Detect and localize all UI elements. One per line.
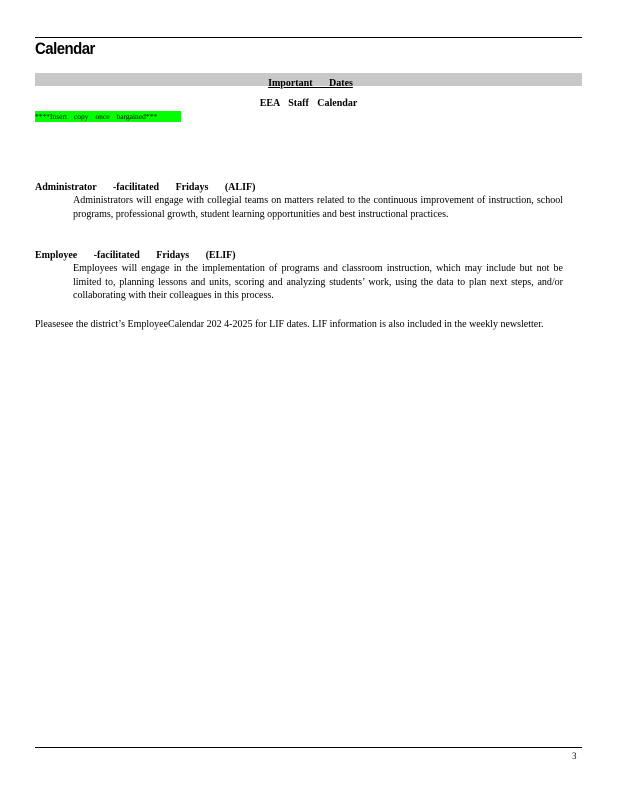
page-heading: Calendar [35,39,95,58]
elif-section [35,250,582,303]
elif-description: Employees will engage in the implementation of programs and classroom instruction, which may include but not be limited to, planning lessons and units, scoring and analyzing students’ work, using the data to plan next steps, and/or collaborating with their colleagues in this process. [73,263,563,301]
alif-title: Administrator -facilitated Fridays (ALIF) [35,182,256,193]
alif-section [35,182,582,221]
elif-title: Employee -facilitated Fridays (ELIF) [35,250,236,261]
important-dates-bar [35,73,582,89]
important-dates-label: Important Dates [268,78,353,89]
highlighted-note: ****Insert copy once bargained*** [35,111,181,122]
header-rule [35,37,582,38]
lif-calendar-note: Pleasesee the district’s EmployeeCalendar 202 4-2025 for LIF dates. LIF information is also included in the weekly newsletter. [35,319,544,330]
footer-rule [35,747,582,748]
calendar-subtitle: EEA Staff Calendar [259,98,358,109]
alif-description: Administrators will engage with collegial teams on matters related to the continuous improvement of instruction, school programs, professional growth, student learning opportunities and best instructional practices. [73,195,563,220]
page-number: 3 [572,751,577,761]
